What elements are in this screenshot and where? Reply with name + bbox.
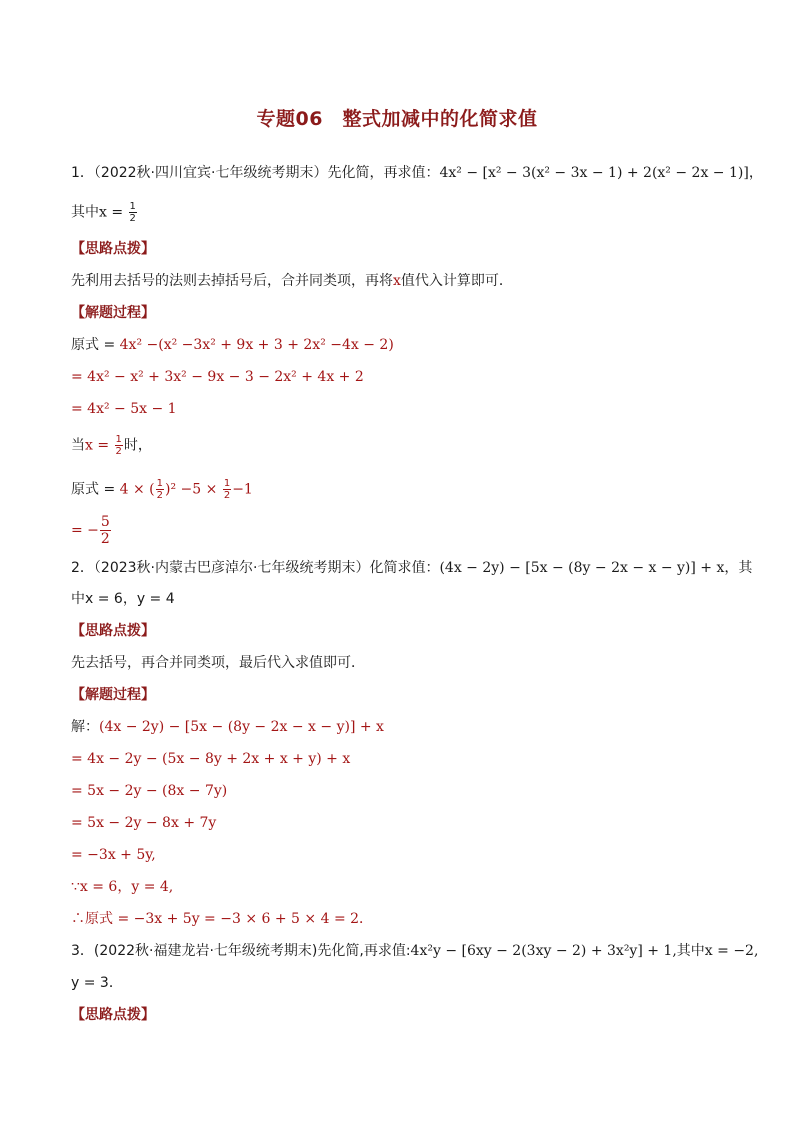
problem-1-expression: 4x² − [x² − 3(x² − 3x − 1) + 2(x² − 2x − 1)]， — [439, 165, 763, 181]
problem-3-condition: y = 3． — [71, 975, 123, 991]
problem-1-number: 1． — [71, 165, 94, 181]
problem-1-step-0: 原式 = 4x² −(x² −3x² + 9x + 3 + 2x² −4x − 2) — [71, 337, 394, 353]
problem-1-step-2: = 4x² − 5x − 1 — [71, 401, 177, 417]
problem-3-hint-label: 【思路点拨】 — [71, 1007, 155, 1023]
fraction-half: $\frac{1}{2}$ — [115, 434, 122, 457]
problem-1-result: = − $\frac{5}{2}$ — [71, 514, 110, 547]
problem-2-step-1: = 4x − 2y − (5x − 8y + 2x + x + y) + x — [71, 751, 351, 767]
problem-2-step-0: 解：(4x − 2y) − [5x − (8y − 2x − x − y)] + x — [71, 719, 384, 735]
problem-3-statement: 3．(2022秋·福建龙岩·七年级统考期末)先化简,再求值:4x²y − [6xy − 2(3xy − 2) + 3x²y] + 1,其中x = −2, — [71, 943, 759, 959]
problem-1-solution-label: 【解题过程】 — [71, 305, 155, 321]
problem-2-hint-label: 【思路点拨】 — [71, 623, 155, 639]
problem-2-condition: 中x = 6，y = 4 — [71, 591, 175, 607]
fraction-half: $\frac{1}{2}$ — [156, 478, 164, 501]
problem-1-condition: 其中x = $\frac{1}{2}$ — [71, 201, 136, 224]
problem-2-hint: 先去括号，再合并同类项，最后代入求值即可． — [71, 655, 365, 671]
problem-2-since: ∵x = 6，y = 4, — [71, 879, 174, 895]
problem-1-hint-label: 【思路点拨】 — [71, 241, 155, 257]
problem-2-statement: 2．（2023秋·内蒙古巴彦淖尔·七年级统考期末）化简求值：(4x − 2y) − [5x − (8y − 2x − x − y)] + x，其 — [71, 560, 753, 576]
problem-1-statement — [71, 164, 763, 182]
fraction-half: $\frac{1}{2}$ — [223, 478, 231, 501]
page-title: 专题06 整式加减中的化简求值 — [256, 108, 538, 130]
problem-1-evaluation: 原式 = 4 × ( $\frac{1}{2}$ )² −5 × $\frac{1}{2}$ −1 — [71, 478, 253, 501]
problem-2-step-4: = −3x + 5y, — [71, 847, 156, 863]
problem-2-therefore: ∴原式 = −3x + 5y = −3 × 6 + 5 × 4 = 2． — [71, 911, 374, 927]
fraction-five-halves: $\frac{5}{2}$ — [100, 514, 110, 547]
problem-1-step-1: = 4x² − x² + 3x² − 9x − 3 − 2x² + 4x + 2 — [71, 369, 364, 385]
fraction-half: $\frac{1}{2}$ — [129, 201, 136, 224]
problem-1-hint: 先利用去括号的法则去掉括号后，合并同类项，再将x值代入计算即可． — [71, 273, 513, 289]
problem-1-when: 当x = $\frac{1}{2}$ 时， — [71, 434, 152, 457]
problem-1-source: （2022秋·四川宜宾·七年级统考期末）先化简，再求值： — [93, 165, 440, 181]
problem-2-step-2: = 5x − 2y − (8x − 7y) — [71, 783, 228, 799]
problem-2-step-3: = 5x − 2y − 8x + 7y — [71, 815, 217, 831]
problem-2-solution-label: 【解题过程】 — [71, 687, 155, 703]
